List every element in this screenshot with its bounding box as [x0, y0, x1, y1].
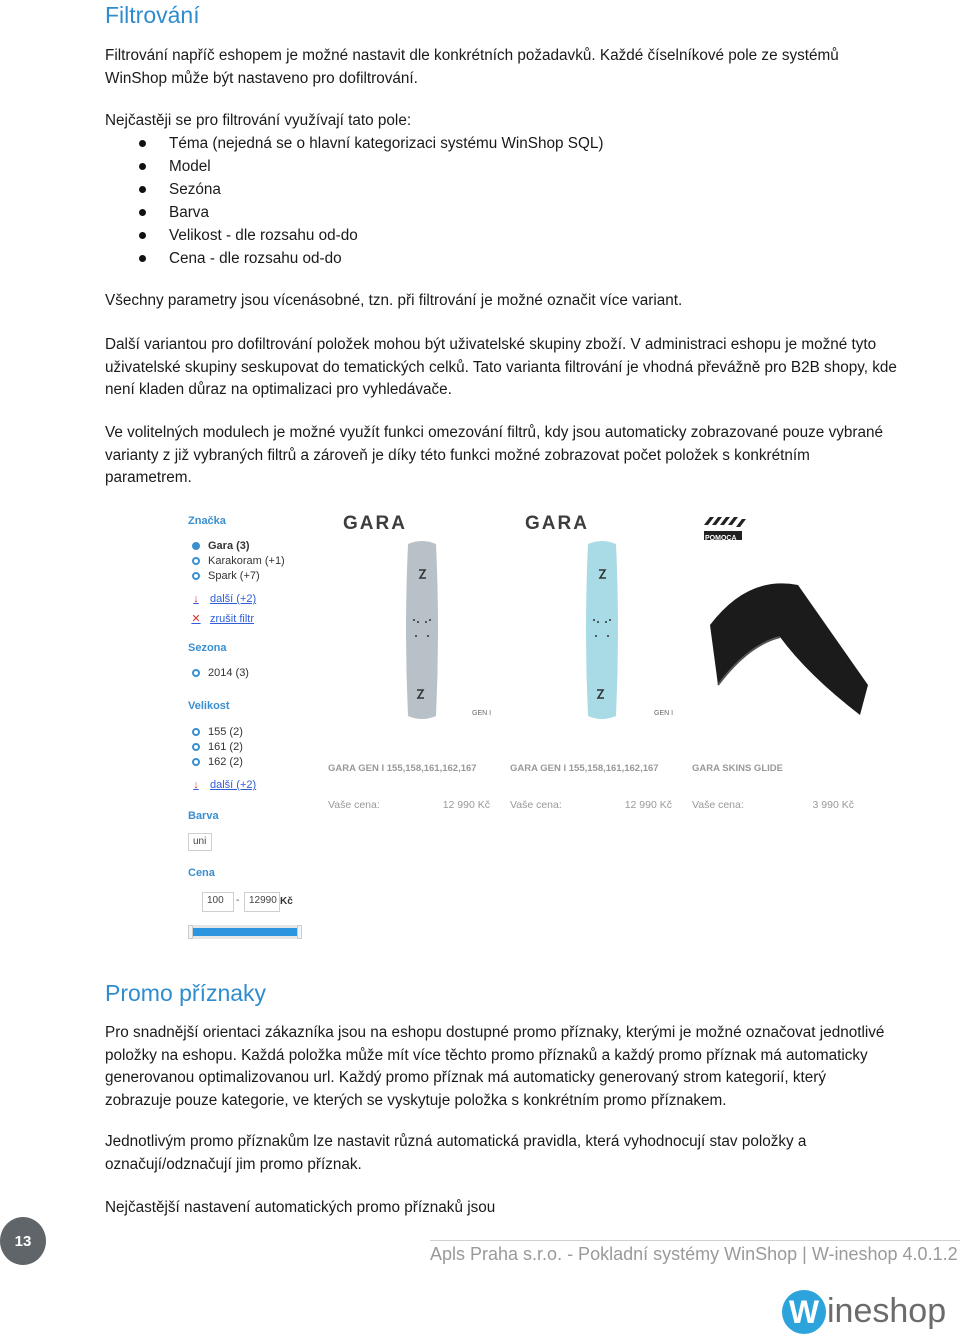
list-item: Téma (nejedná se o hlavní kategorizaci systému WinShop SQL) — [105, 132, 805, 155]
wineshop-logo — [780, 1288, 960, 1336]
pomoca-logo-icon — [700, 513, 748, 553]
filter-fields-list — [105, 132, 805, 270]
filter-heading-season: Sezona — [188, 642, 227, 654]
text-line: Jednotlivým promo příznakům lze nastavit různá automatická pravidla, která vyhodnocují stav položky a — [105, 1133, 807, 1150]
text-line: Další variantou pro dofiltrování položek mohou být uživatelské skupiny zboží. V administraci eshopu je možné tyto — [105, 336, 877, 353]
radio-icon — [192, 728, 200, 736]
radio-icon — [192, 743, 200, 751]
radio-checked-icon — [192, 542, 200, 550]
logo-text: ineshop — [827, 1292, 947, 1330]
list-item: Barva — [105, 201, 805, 224]
filter-heading-price: Cena — [188, 867, 215, 879]
radio-icon — [192, 758, 200, 766]
filter-heading-color: Barva — [188, 810, 219, 822]
text-line: zobrazuje pouze kategorie, ve kterých se vyskytuje položka s konkrétním promo příznakem. — [105, 1091, 727, 1109]
filter-option-brand[interactable]: Karakoram (+1) — [192, 555, 285, 567]
arrow-down-icon: ↓ — [193, 779, 199, 791]
text-line: položky na eshopu. Každá položka může mít více těchto promo příznaků a každý promo příznak má automaticky — [105, 1046, 868, 1064]
text-line: parametrem. — [105, 469, 192, 486]
size-more-link[interactable]: ↓ další (+2) — [190, 779, 256, 791]
text-line: Filtrování napříč eshopem je možné nastavit dle konkrétních požadavků. Každé číselníkové pole ze systémů — [105, 47, 839, 64]
filter-option-size[interactable]: 155 (2) — [192, 726, 243, 738]
user-groups-paragraph — [105, 334, 955, 402]
product-price: 12 990 Kč — [624, 799, 672, 811]
modules-paragraph — [105, 422, 955, 490]
price-to-input[interactable]: 12990 — [244, 892, 280, 912]
product-price: 12 990 Kč — [442, 799, 490, 811]
brand-more-link[interactable]: ↓ další (+2) — [190, 593, 256, 605]
radio-icon — [192, 572, 200, 580]
page-number-badge: 13 — [0, 1217, 46, 1265]
price-from-input[interactable]: 100 — [202, 892, 234, 912]
list-item: Cena - dle rozsahu od-do — [105, 247, 805, 270]
price-currency: Kč — [280, 896, 293, 907]
price-label: Vaše cena: — [328, 799, 380, 811]
promo-rules-paragraph — [105, 1131, 955, 1176]
product-price: 3 990 Kč — [812, 799, 854, 811]
text-line: varianty z již vybraných filtrů a zároveň je díky této funkci možné zobrazovat počet položek s konkrétním — [105, 446, 810, 464]
close-icon: ✕ — [191, 613, 201, 625]
text-line: WinShop může být nastaveno pro dofiltrování. — [105, 69, 418, 87]
filter-heading-size: Velikost — [188, 700, 230, 712]
intro-paragraph — [105, 45, 945, 90]
product-name[interactable]: GARA SKINS GLIDE — [692, 763, 783, 774]
snowboard-image — [402, 540, 442, 720]
list-item: Model — [105, 155, 805, 178]
clear-filter-link[interactable]: ✕ zrušit filtr — [191, 612, 254, 625]
text-line: generovanou optimalizovanou url. Každý promo příznak má automaticky generovaný strom kategorií, který — [105, 1069, 827, 1086]
section-title-promo: Promo příznaky — [105, 980, 267, 1006]
section-title-filtrovani: Filtrování — [105, 2, 200, 28]
arrow-down-icon: ↓ — [193, 593, 199, 605]
text-line: uživatelské skupiny seskupovat do tematických celků. Tato varianta filtrování je vhodná převážně pro B2B shopy, kde — [105, 358, 897, 376]
text-line: Ve volitelných modulech je možné využít funkci omezování filtrů, kdy jsou automaticky zobrazované pouze vybrané — [105, 424, 883, 441]
product-brand-logo: GARA — [525, 513, 589, 534]
slider-handle-right[interactable] — [297, 925, 302, 939]
color-option-uni[interactable]: uni — [188, 833, 212, 851]
slider-handle-left[interactable] — [188, 925, 193, 939]
text-line: označují/odznačují jim promo příznak. — [105, 1155, 362, 1173]
fields-lead: Nejčastěji se pro filtrování využívají tato pole: — [105, 112, 412, 129]
radio-icon — [192, 557, 200, 565]
pomoca-logo-text: POMOCA — [705, 535, 737, 542]
list-item: Sezóna — [105, 178, 805, 201]
footer-text: Apls Praha s.r.o. - Pokladní systémy WinShop | W-ineshop 4.0.1.2 — [430, 1244, 958, 1264]
price-label: Vaše cena: — [510, 799, 562, 811]
filter-option-brand[interactable]: Spark (+7) — [192, 570, 260, 582]
text-line: Pro snadnější orientaci zákazníka jsou na eshopu dostupné promo příznaky, kterými je možné označovat jednotlivé — [105, 1024, 885, 1041]
product-name[interactable]: GARA GEN I 155,158,161,162,167 — [510, 763, 659, 774]
product-name[interactable]: GARA GEN I 155,158,161,162,167 — [328, 763, 477, 774]
price-slider[interactable] — [188, 925, 302, 939]
multi-params-paragraph: Všechny parametry jsou vícenásobné, tzn. při filtrování je možné označit více variant. — [105, 292, 683, 309]
price-label: Vaše cena: — [692, 799, 744, 811]
product-tag: GEN I — [472, 710, 492, 717]
filter-option-season[interactable]: 2014 (3) — [192, 667, 249, 679]
product-tag: GEN I — [654, 710, 674, 717]
promo-paragraph — [105, 1022, 955, 1112]
radio-icon — [192, 669, 200, 677]
logo-w-circle: W — [782, 1290, 826, 1334]
list-item: Velikost - dle rozsahu od-do — [105, 224, 805, 247]
footer-divider — [430, 1240, 960, 1241]
filter-option-size[interactable]: 161 (2) — [192, 741, 243, 753]
skins-image — [708, 565, 870, 725]
price-slider-fill — [192, 928, 298, 936]
promo-settings-lead: Nejčastější nastavení automatických promo příznaků jsou — [105, 1199, 496, 1216]
text-line: není kladen důraz na optimalizaci pro vyhledávače. — [105, 381, 452, 398]
price-range-dash: - — [236, 895, 240, 906]
filter-option-brand[interactable]: Gara (3) — [192, 540, 250, 552]
product-brand-logo: GARA — [343, 513, 407, 534]
filter-option-size[interactable]: 162 (2) — [192, 756, 243, 768]
snowboard-image — [582, 540, 622, 720]
eshop-filter-screenshot — [180, 505, 870, 955]
filter-heading-brand: Značka — [188, 515, 226, 527]
